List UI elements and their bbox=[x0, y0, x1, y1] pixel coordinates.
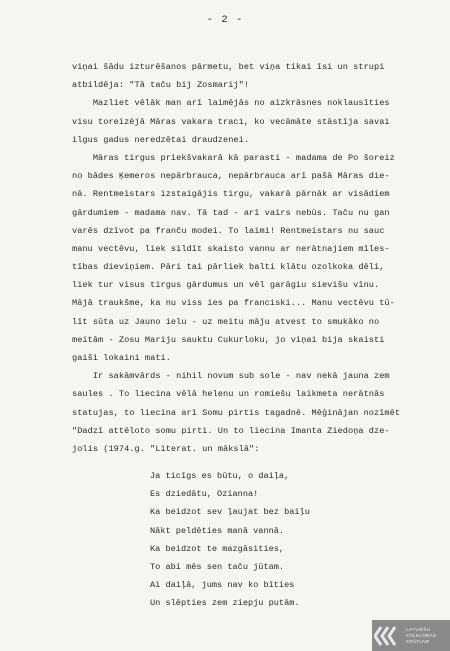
poem-line: Ka beidzot te mazgāsities, bbox=[150, 543, 285, 554]
archive-stamp bbox=[372, 620, 450, 651]
stamp-line: FOLKLORAS bbox=[406, 632, 437, 638]
text-line: meitām - Zosu Mariju sauktu Cukurloku, jo viņai bija skaisti bbox=[72, 334, 385, 345]
text-line: atbildēja: "Tā taču bij Zosmarij"! bbox=[72, 80, 250, 91]
text-line: nā. Rentmeistars izstaigājis tirgu, vakarā pārnāk ar visādiem bbox=[72, 189, 390, 200]
text-line: Mazliet vēlāk man arī laimējās no aizkrāsnes noklausīties bbox=[72, 98, 390, 109]
poem-line: Ja ticīgs es būtu, o daiļa, bbox=[150, 471, 290, 481]
page-number: - 2 - bbox=[206, 14, 244, 26]
text-line: "Dadzī attēloto somu pirti. Un to liecina Imanta Ziedoņa dze- bbox=[72, 425, 390, 436]
text-line: viņai šādu izturēšanos pārmetu, bet viņa tikai īsi un strupi bbox=[72, 62, 385, 72]
poem-line: Es dziedātu, Ozianna! bbox=[150, 489, 259, 500]
archive-stamp-text bbox=[406, 627, 436, 645]
text-line: manu vectēvu, liek sildīt skaisto vannu ar nerātnajiem mīles- bbox=[72, 243, 390, 254]
poem bbox=[150, 467, 410, 613]
body-text bbox=[72, 58, 428, 458]
text-line: no bādes Ķemeros nepārbrauca, nepārbrauca arī pašā Māras die- bbox=[72, 171, 390, 182]
text-line: Ir sakāmvārds - nihil novum sub sole - nav nekā jauna zem bbox=[72, 371, 390, 382]
text-line: jolis (1974.g. "Literat. un mākslā": bbox=[72, 443, 260, 454]
text-line: tības dieviņiem. Pāri tai pārliek balti klātu ozolkoka dēli, bbox=[72, 262, 385, 273]
text-line: ilgus gadus neredzētai draudzenei. bbox=[72, 134, 250, 145]
text-line: Mājā traukšme, ka nu viss ies pa franciski... Manu vectēvu tū- bbox=[72, 298, 395, 309]
stamp-line: LATVIEŠU bbox=[406, 626, 431, 632]
stamp-line: KRĀTUVE bbox=[406, 638, 430, 644]
text-line: visu toreizējā Māras vakara traci, ko vecāmāte stāstīja savai bbox=[72, 116, 390, 127]
poem-line: Un slēpties zem ziepju putām. bbox=[150, 598, 300, 609]
text-line: liek tur visus tirgus gārdumus un vēl garāgiu sievišu vīnu. bbox=[72, 280, 380, 291]
text-line: gārdumiem - madama nav. Tā tad - arī vairs nebūs. Taču nu gan bbox=[72, 207, 390, 218]
text-line: varēs dzīvot pa franču modei. To laimi! Rentmeistars nu sauc bbox=[72, 225, 385, 236]
poem-line: Ka beidzot sev ļaujat bez baiļu bbox=[150, 507, 310, 518]
poem-line: Ai daiļā, jums nav ko bīties bbox=[150, 580, 295, 591]
poem-line: To abi mēs sen taču jūtam. bbox=[150, 561, 285, 572]
text-line: gaiši lokaini mati. bbox=[72, 353, 171, 363]
text-line: Māras tirgus priekšvakarā kā parasti - madama de Po šoreiz bbox=[72, 152, 395, 163]
poem-line: Nākt peldēties manā vannā. bbox=[150, 525, 285, 536]
text-line: statujas, to liecina arī Somu pirtis tagadnē. Mēģinājan nozīmēt bbox=[72, 407, 401, 418]
text-line: saules . To liecina vēlā helenu un romiešu laikmeta nerātnās bbox=[72, 389, 385, 400]
archive-logo-icon bbox=[372, 620, 406, 651]
text-line: līt sūta uz Jauno ielu - uz meitu māju atvest to smukāko no bbox=[72, 316, 380, 327]
